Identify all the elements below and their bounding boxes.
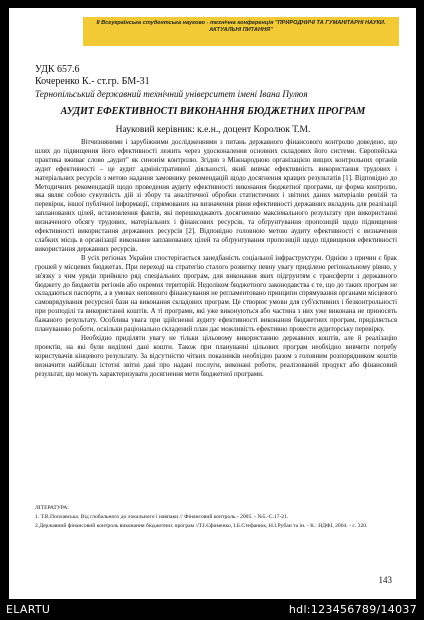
reference-2: 2.Державний фінансовий контроль виконання бюджетних програм //Т.І.Єфименко, І.Б.Стефанюк, Н.І.Рубан та ін. - К.: НДФІ, 2004. - с. 320. — [35, 523, 368, 530]
paragraph-3: Необхідно приділяти увагу не тільки цільовому використанню державних коштів, але й реалізацію проектів, на які були виділені дані кошти. Також при плануванні цільових програм необхідно вивчити потребу користувачів кінцевого результату. За відсутністю чітких показників необхідно разом з головним розпорядником коштів визначити найбільш істотні звітні дані про надані послуги, виконані роботи, реалізований продукт або фінансовий результат, що можуть характеризувати досягнення мети бюджетної програми. — [35, 334, 397, 378]
supervisor: Науковий керівник: к.е.н., доцент Королюк Т.М. — [115, 125, 311, 135]
authors: Кочеренко К.- ст.гр. БМ-31 — [35, 76, 150, 87]
repository-label: ELARTU — [6, 603, 51, 616]
udk-code: УДК 657.6 — [35, 64, 80, 75]
references — [35, 505, 397, 533]
conference-banner — [83, 17, 399, 46]
paper-title: АУДИТ ЕФЕКТИВНОСТІ ВИКОНАННЯ БЮДЖЕТНИХ ПРОГРАМ — [60, 106, 366, 117]
paragraph-1: Вітчизняними і зарубіжними дослідженнями з питань державного фінансового контролю доведено, що шлях до підвищення його ефективності лежить через удосконалення основних складових його системи. Європейська практика вживає слово „аудит" як синонім контролю. Згідно з Міжнародною організацією вищих контрольних органів аудит ефективності – це аудит адміністративної діяльності, який вивчає ефективність використання трудових і матеріальних ресурсів з метою надання замовнику рекомендацій щодо досягнення кращих результатів [1]. Відповідно до Методичних рекомендацій щодо проведення аудиту ефективності виконання бюджетної програми, це форма контролю, яка являє собою сукупність дій зі збору та аналітичної обробки статистичних і звітних даних матеріалів ревізій та перевірок, іншої публічної інформації, спрямованих на визначення рівня ефективності державних вкладень для реалізації запланованих цілей, встановлення фактів, які перешкоджають досягненню максимального результату при використанні визначеного обсягу трудових, матеріальних і фінансових ресурсів, та обґрунтування пропозицій щодо підвищення ефективності використання державних ресурсів [2]. Відповідно головною метою аудиту ефективності є визначення слабких місць в організації виконання запланованих цілей та обґрунтування пропозицій щодо підвищення ефективності використання державних ресурсів. — [35, 139, 397, 253]
banner-line-1: II Всеукраїнська студентська науково - технічна конференція "ПРИРОДНИЧІ ТА ГУМАНІТАРНІ НАУКИ. — [96, 20, 386, 26]
document-page — [9, 8, 416, 599]
references-heading: ЛІТЕРАТУРА: — [35, 505, 69, 511]
paragraph-2: В усіх регіонах України спостерігається занедбаність соціальної інфраструктури. Однією з причин є брак грошей у місцевих бюджетах. При переході на стратегію сталого розвитку певну увагу приділено регіональному рівню, у зв'язку з чим уряди прийняло ряд спеціальних програм, для виконання яких підгрунтям є трансферти з державного бюджету до бюджетів регіонів або окремих територій. Недоліком бюджетного законодавства є те, що до таких програм не складаються паспорти, а в умовах неповного фінансування не регламентовано принципи спрямування органами місцевого самоврядування ресурсної бази на виконання складових програм. Це створює умови для суб'єктивних і безконтрольності при розподілі та використанні коштів. А ті програми, які уже виконуються або частина з них уже виконана не приносять бажаного результату. Особлива увага при здійсненні аудиту ефективності виконання бюджетних програм, приділяється плануванню роботи, оскільки раціонально складений план дає можливість ефективно провести аудиторську перевірку. — [35, 254, 397, 334]
body-text — [35, 139, 397, 379]
handle-identifier: hdl:123456789/14037 — [288, 603, 417, 616]
page-number: 143 — [378, 575, 392, 585]
affiliation: Тернопільський державний технічний університет імені Івана Пулюя — [35, 89, 308, 99]
banner-line-2: АКТУАЛЬНІ ПИТАННЯ" — [209, 27, 273, 34]
reference-1: 1. Т.В.Поплавська. Від глобального до локального і навпаки // Фінансовий контроль.- 2005. - №5.-С.17-21. — [35, 514, 289, 521]
